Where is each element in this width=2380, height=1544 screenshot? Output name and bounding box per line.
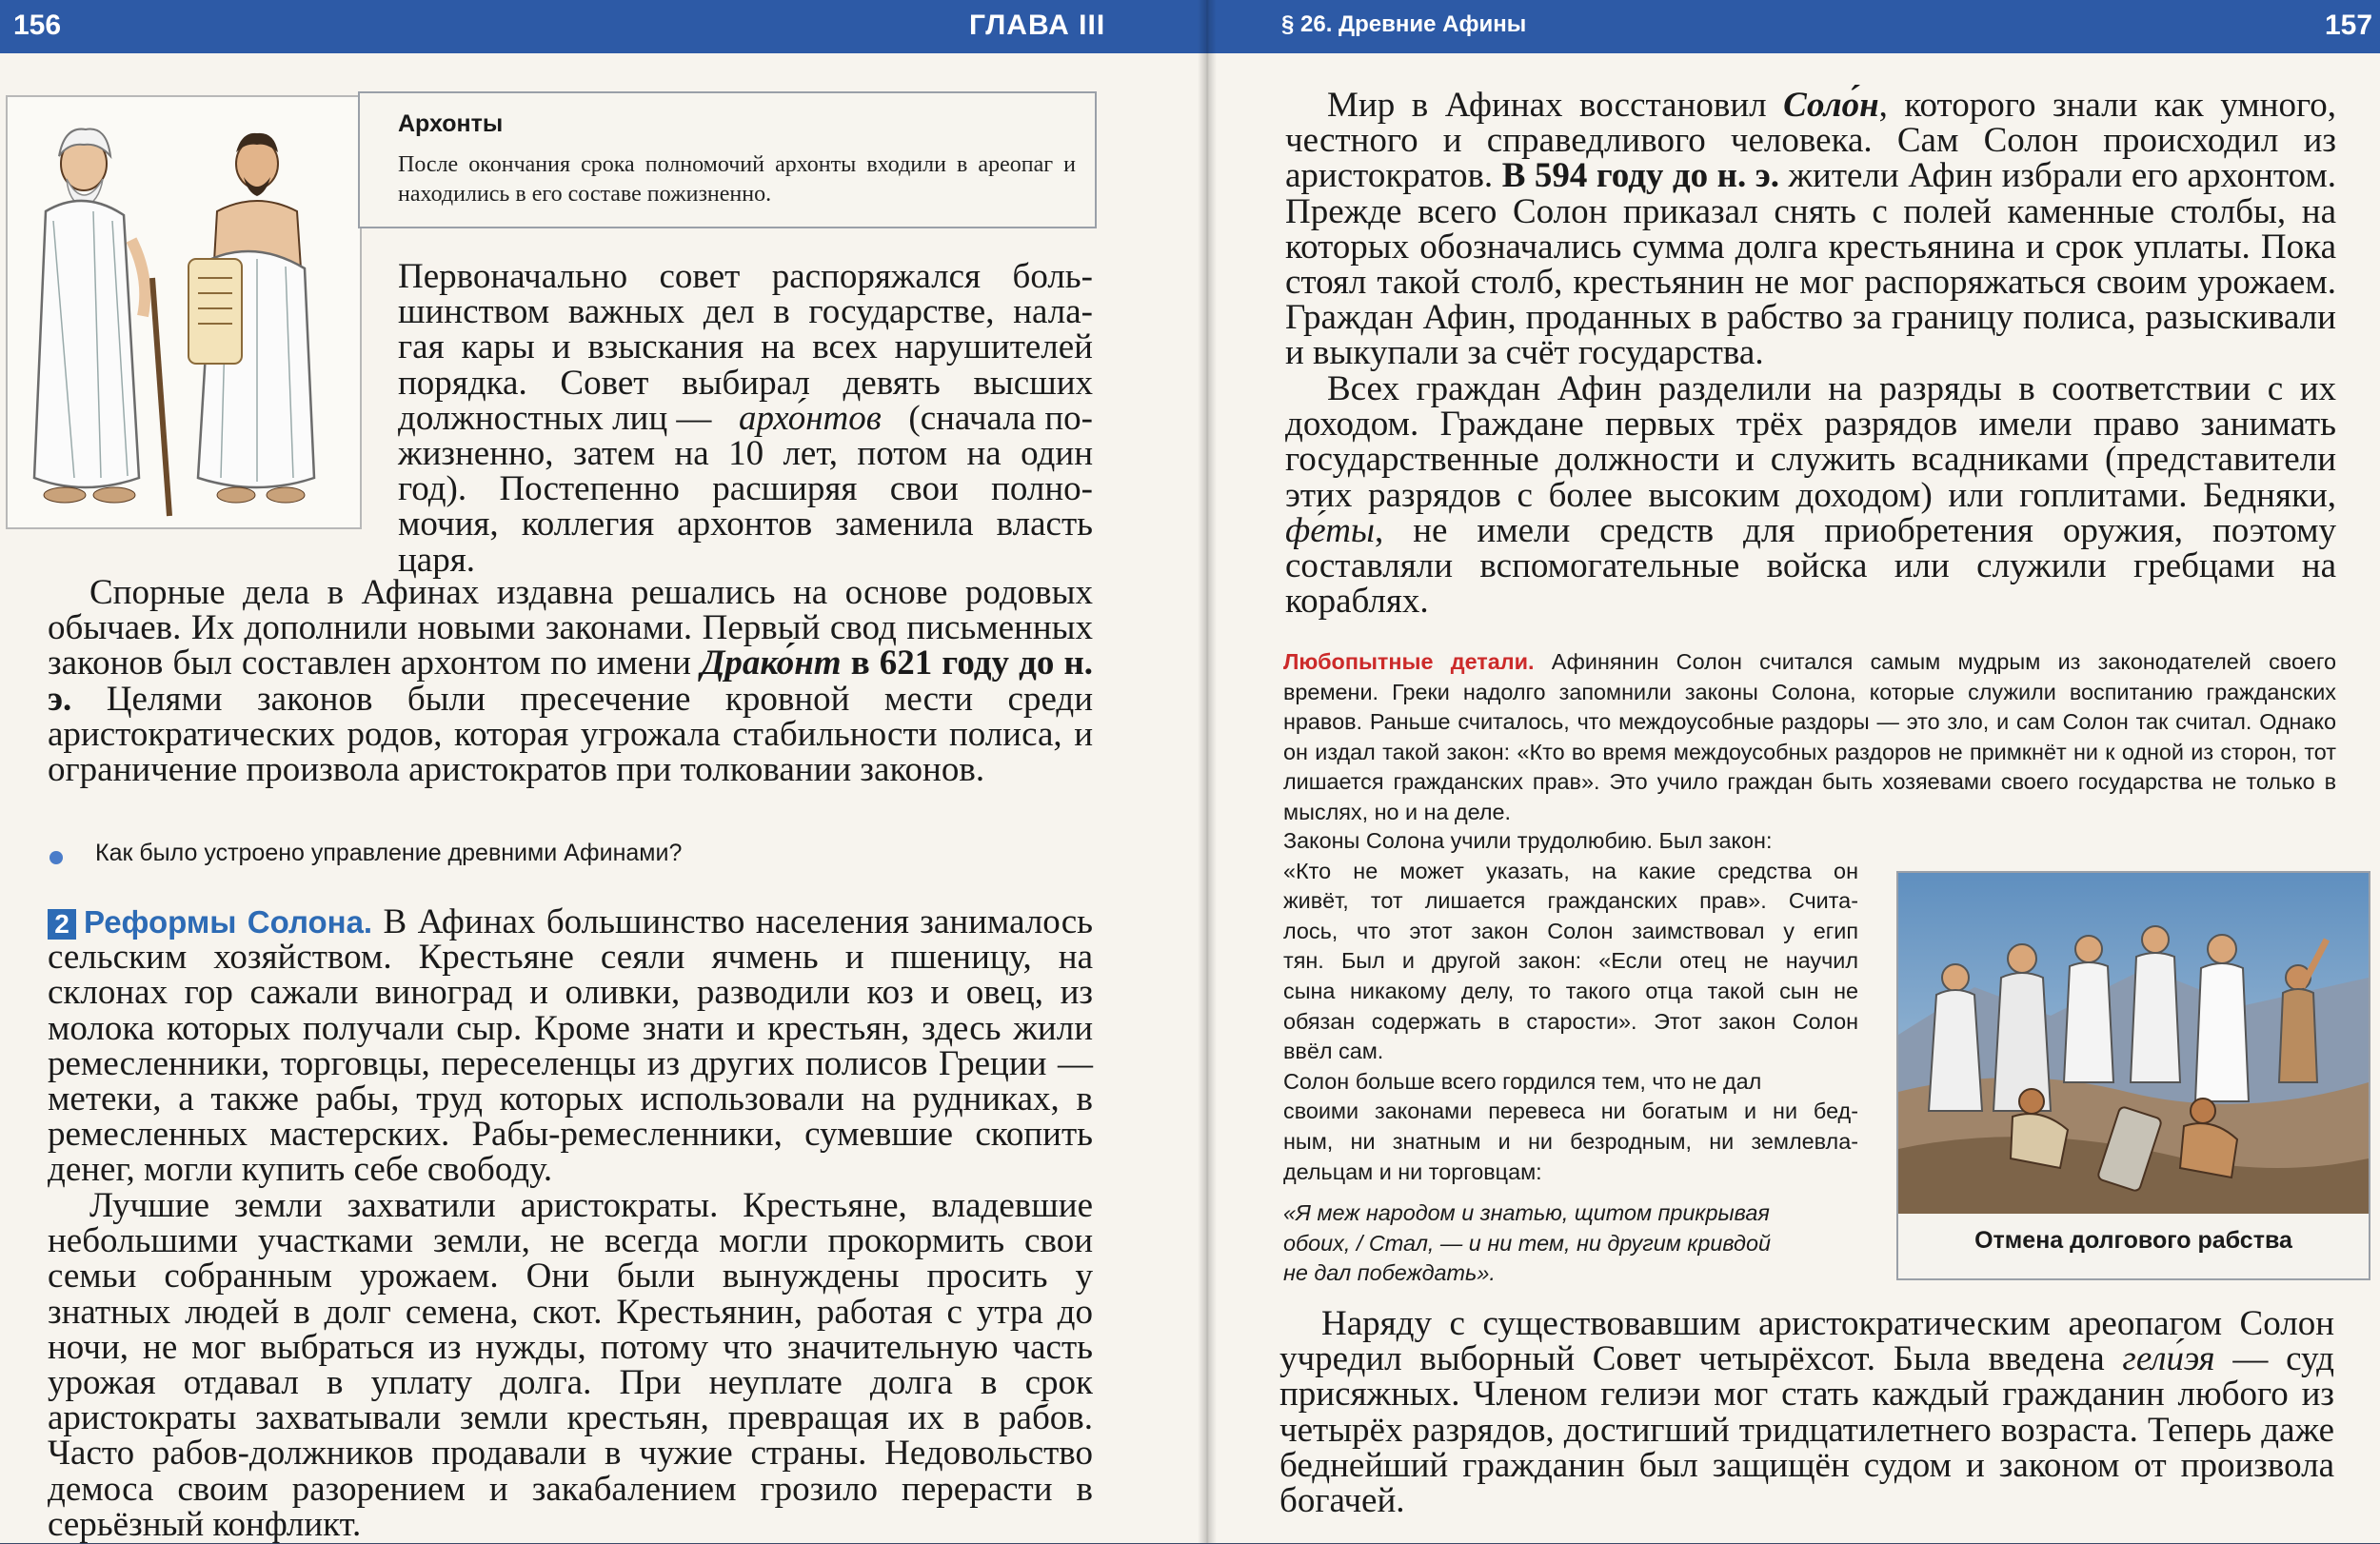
quote-line-1: «Я меж народом и знатью, щитом прикрывая [1283,1200,1770,1226]
council-line-5 [398,398,1093,438]
question-bullet-icon [50,851,63,864]
header-bar [0,0,2380,53]
laws-line-7: обязан содержать в старости». Этот закон Солон [1283,1008,1858,1034]
laws-line-11: ным, ни знатным и ни безродным, ни землевла- [1283,1128,1858,1154]
council-line-1: Первоначально совет распоряжался боль- [398,257,1093,296]
laws-text-before: Спорные дела в Афинах издавна решались на основе родовых обычаев. Их дополнили новыми законами. Первый свод письменных законов был составлен архонтом по имени [48,573,1093,683]
quote-line-2: обоих, / Стал, — и ни тем, ни другим кривдой [1283,1230,1771,1256]
laws-line-8: ввёл сам. [1283,1039,1384,1064]
archons-figures-icon [8,97,360,527]
solon-text-middle: , которого знали как умного, честного и справедливого человека. Сам Солон происходил из аристократов. [1285,86,2336,196]
section-2-number-badge: 2 [48,909,76,940]
archons-illustration [6,95,362,529]
laws-line-1: Законы Солона учили трудолюбию. Был закон: [1283,828,1773,853]
laws-line-6: сына никакому делу, то такого отца такой сын не [1283,978,1858,1003]
council-line-4: порядка. Совет выбирал девять высших [398,363,1093,403]
term-fety: фе́ты [1285,510,1375,550]
debt-slavery-scene-icon [1898,873,2369,1214]
council-line-3: гая кары и взыскания на всех нарушителей [398,327,1093,367]
paragraph-solon [1285,88,2336,371]
date-594: В 594 году до н. э. [1501,156,1779,196]
laws-line-5: тян. Был и другой закон: «Если отец не научил [1283,948,1858,974]
section-2-text-1: В Афинах большинство населения занималось сельским хозяйством. Крестьяне сеяли ячмень и пшеницу, на склонах гор сажали виноград и оливки, разводили коз и овец, из молока которых получали сыр. Кроме знати и крестьян, здесь жили ремесленники, торговцы, переселенцы из других полисов Греции — метеки, а также рабы, труд которых использовали на рудниках, в ремесленных мастерских. Рабы-ремесленники, сумевшие скопить денег, могли купить себе свободу. [48,902,1094,1190]
name-drakont: Драко́нт [701,643,842,683]
curious-details-label: Любопытные детали. [1283,649,1535,674]
heliaia-text-after: — суд присяжных. Членом гелиэи мог стать каждый гражданин любого из четырёх разрядов, достигший тридцатилетнего возраста. Теперь даже беднейший гражданин был защищён судом и законом от произвола богачей. [1279,1339,2334,1521]
laws-line-9: Солон больше всего гордился тем, что не дал [1283,1068,1762,1094]
paragraph-heliaia [1279,1304,2334,1521]
classes-text-before: Всех граждан Афин разделили на разряды в соответствии с их доходом. Граждане первых трёх разрядов имели право занимать государственные должности и служить всадниками (представители этих разрядов с более высоким доходом) или гоплитами. Бедняки, [1285,369,2336,515]
section-2-title: Реформы Солона. [84,904,373,940]
date-621: в 621 году до н. э. [48,643,1094,719]
solon-text-after: жители Афин избрали его архонтом. Прежде всего Солон приказал снять с полей каменные столбы, на которых обозначались сумма долга крестьянина и срок уплаты. Пока стоял такой столб, крестьянин не мог распоряжаться своим урожаем. Граждан Афин, проданных в рабство за границу полиса, разыскивали и выкупали за счёт государства. [1285,156,2337,373]
paragraph-laws [48,573,1094,790]
debt-slavery-illustration [1896,871,2370,1280]
curious-details-laws [1283,826,1858,1289]
paragraph-council [398,259,1093,578]
question-text: Как было устроено управление древними Афинами? [95,840,683,866]
curious-details-text-1: Афинянин Солон считался самым мудрым из законодателей своего времени. Греки надолго запомнили законы Солона, которые служили воспитанию гражданских нравов. Раньше считалось, что междоусобные раздоры — это зло, и сам Солон так считал. Однако он издал такой закон: «Кто во время междоусобных раздоров не примкнёт ни к одной из сторон, тот лишается гражданских прав». Это учило граждан быть хозяевами своего государства не только в мыслях, но и на деле. [1283,649,2336,824]
section-2-text-2: Лучшие земли захватили аристократы. Крестьяне, владевшие небольшими участками земли, не всегда могли прокормить свои семьи собранным урожаем. Они были вынуждены просить у знатных людей в долг семена, скот. Крестьянин, работая с утра до ночи, не мог выбраться из нужды, потому что значительную часть урожая отдавал в уплату долга. При неуплате долга в срок аристократы захватывали земли крестьян, превращая их в рабов. Часто рабов-должников продавали в чужие страны. Недовольство демоса своим разорением и закабалением грозило перерасти в серьёзный конфликт. [48,1186,1093,1544]
quote-line-3: не дал побеждать». [1283,1260,1496,1286]
laws-line-4: лось, что этот закон Солон заимствовал у егип [1283,918,1858,943]
council-line-5-start: должностных лиц — [398,398,712,438]
archons-callout [358,91,1097,228]
council-line-7: год). Постепенно расширяя свои полно- [398,469,1093,509]
laws-line-10: своими законами перевеса ни богатым и ни бед- [1283,1099,1858,1124]
page-gutter [1198,0,1217,1543]
right-page-number: 157 [2325,10,2373,41]
term-archons: архо́нтов [738,398,882,438]
term-heliaia: гели́эя [2122,1339,2215,1379]
question-item [50,840,1087,874]
council-line-5-end: (сначала по- [908,398,1093,438]
left-page-number: 156 [13,10,62,41]
name-solon: Соло́н [1783,86,1879,125]
council-line-8: мочия, коллегия архонтов заменила власть [398,505,1093,544]
heliaia-text-before: Наряду с существовавшим аристократическим ареопагом Солон учредил выборный Совет четырёхсот. Была введена [1279,1304,2334,1379]
laws-text-after: Целями законов были пресечение кровной мести среди аристократических родов, которая угрожала стабильности полиса, и ограничение произвола аристократов при толковании законов. [48,679,1094,790]
left-chapter-title: ГЛАВА III [969,10,1106,41]
laws-line-2: «Кто не может указать, на какие средства он [1283,858,1858,883]
section-2-paragraph-1 [48,904,1093,1188]
right-section-title: § 26. Древние Афины [1281,11,1527,37]
illustration-caption: Отмена долгового рабства [1974,1227,2292,1254]
paragraph-classes [1285,369,2336,622]
council-line-2: шинством важных дел в государстве, нала- [398,292,1093,332]
classes-text-after: , не имели средств для приобретения оружия, поэтому составляли вспомогательные войска или служили гребцами на кораблях. [1285,510,2336,622]
council-line-6: жизненно, затем на 10 лет, потом на один [398,434,1093,474]
solon-text-before: Мир в Афинах восстановил [1327,86,1767,125]
laws-line-12: дельцам и ни торговцам: [1283,1158,1542,1184]
archons-callout-text: После окончания срока полномочий архонты входили в ареопаг и находились в его составе пожизненно. [398,152,1076,207]
laws-line-3: живёт, тот лишается гражданских прав». Счита- [1283,888,1858,914]
archons-callout-title: Архонты [398,110,504,137]
council-line-9: царя. [398,540,475,580]
section-2-paragraph-2 [48,1188,1093,1542]
curious-details-block [1283,647,2336,828]
